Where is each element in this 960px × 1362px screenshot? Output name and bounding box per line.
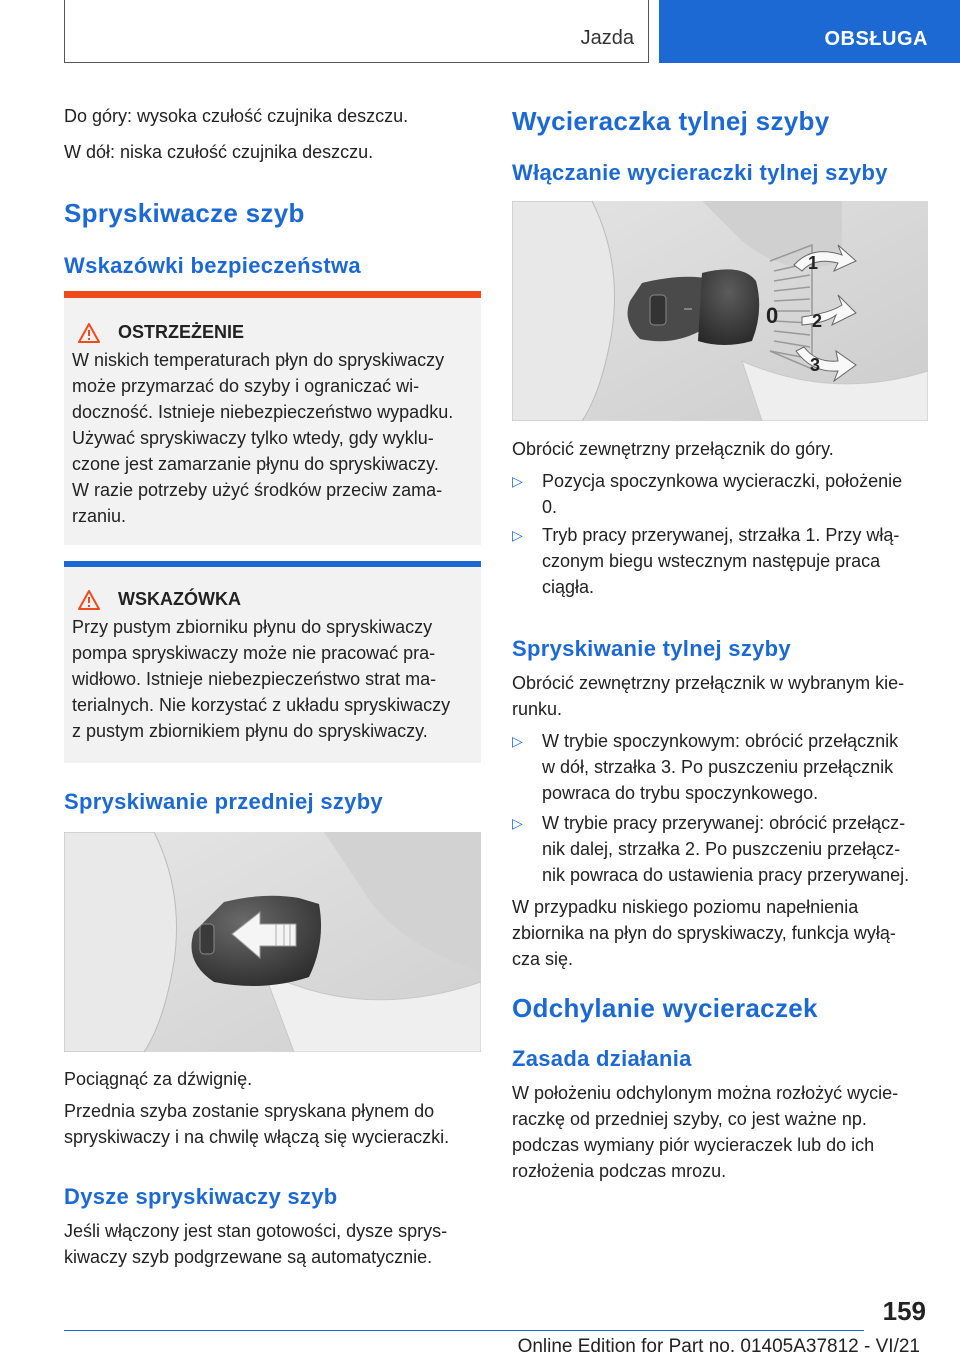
text-niski-line3: cza się. [512, 949, 574, 969]
warning-line: może przymarzać do szyby i ograniczać wi- [72, 376, 420, 396]
warning-line: Używać spryskiwaczy tylko wtedy, gdy wyklu- [72, 428, 434, 448]
heading-odchylanie: Odchylanie wycieraczek [512, 993, 818, 1023]
notice-box [64, 561, 481, 763]
text-obrocic: Obrócić zewnętrzny przełącznik do góry. [512, 439, 834, 459]
text-niski-line1: W przypadku niskiego poziomu napełnienia [512, 897, 859, 917]
list-item [512, 728, 928, 806]
header-section-label: Jazda [580, 27, 634, 49]
heading-wskazowki: Wskazówki bezpieczeństwa [64, 253, 361, 278]
warning-line: czone jest zamarzanie płynu do spryskiwaczy. [72, 454, 439, 474]
notice-text [72, 614, 473, 744]
rear-wiper-image [512, 201, 928, 421]
front-washer-illustration [64, 832, 481, 1052]
notice-line: pompa spryskiwaczy może nie pracować pra- [72, 643, 436, 663]
footer-edition-text: Online Edition for Part no. 01405A37812 - VI/21 [517, 1336, 920, 1357]
arrow-label-2: 2 [812, 311, 823, 331]
front-washer-image [64, 832, 481, 1052]
footer-divider [64, 1330, 864, 1331]
text-zasada-line: podczas wymiany piór wycieraczek lub do ich [512, 1135, 875, 1155]
text-dysze-line1: Jeśli włączony jest stan gotowości, dysze sprys- [64, 1221, 448, 1241]
header-section-box [64, 0, 649, 63]
heading-spryskiwacze: Spryskiwacze szyb [64, 198, 305, 228]
heading-wlaczanie: Włączanie wycieraczki tylnej szyby [512, 160, 888, 185]
warning-triangle-icon [78, 323, 100, 343]
text-zasada-line: rozłożenia podczas mrozu. [512, 1161, 727, 1181]
bullet-line: W trybie spoczynkowym: obrócić przełącznik [542, 731, 899, 751]
text-dysze-line2: kiwaczy szyb podgrzewane są automatycznie. [64, 1247, 433, 1267]
text-przednia-line2: spryskiwaczy i na chwilę włączą się wycieraczki. [64, 1127, 450, 1147]
text-niski-line2: zbiornika na płyn do spryskiwaczy, funkcja wyłą- [512, 923, 896, 943]
notice-line: Przy pustym zbiorniku płynu do spryskiwaczy [72, 617, 433, 637]
arrow-label-3: 3 [810, 355, 821, 375]
warning-line: doczność. Istnieje niebezpieczeństwo wypadku. [72, 402, 454, 422]
heading-dysze: Dysze spryskiwaczy szyb [64, 1184, 338, 1209]
text-rain-sensor-down: W dół: niska czułość czujnika deszczu. [64, 142, 374, 162]
bullet-triangle-icon: ▷ [512, 815, 523, 831]
notice-line: z pustym zbiornikiem płynu do spryskiwaczy. [72, 721, 428, 741]
text-obrocic2-line2: runku. [512, 699, 563, 719]
bullet-line: Pozycja spoczynkowa wycieraczki, położenie [542, 471, 903, 491]
bullet-line: 0. [542, 497, 558, 517]
list-item [512, 468, 928, 520]
notice-line: widłowo. Istnieje niebezpieczeństwo strat ma- [72, 669, 437, 689]
notice-triangle-icon [78, 590, 100, 610]
header-chapter-tab [659, 0, 960, 63]
bullet-triangle-icon: ▷ [512, 527, 523, 543]
warning-title: OSTRZEŻENIE [118, 322, 245, 342]
warning-line: W razie potrzeby użyć środków przeciw zama- [72, 480, 443, 500]
text-obrocic2-line1: Obrócić zewnętrzny przełącznik w wybranym kie- [512, 673, 905, 693]
notice-line: terialnych. Nie korzystać z układu spryskiwaczy [72, 695, 451, 715]
bullet-line: nik dalej, strzałka 2. Po puszczeniu przełącz- [542, 839, 901, 859]
position-label-0: 0 [766, 303, 779, 328]
warning-box [64, 291, 481, 545]
list-item [512, 522, 928, 600]
text-zasada-line: raczkę od przedniej szyby, co jest ważne np. [512, 1109, 867, 1129]
bullet-line: nik powraca do ustawienia pracy przerywanej. [542, 865, 910, 885]
rear-wiper-illustration [512, 201, 928, 421]
bullet-line: powraca do trybu spoczynkowego. [542, 783, 819, 803]
header-chapter-label: OBSŁUGA [824, 28, 928, 50]
heading-zasada: Zasada działania [512, 1046, 692, 1071]
bullet-line: ciągła. [542, 577, 595, 597]
heading-wycieraczka: Wycieraczka tylnej szyby [512, 106, 830, 136]
bullet-triangle-icon: ▷ [512, 733, 523, 749]
bullet-triangle-icon: ▷ [512, 473, 523, 489]
warning-line: W niskich temperaturach płyn do spryskiwaczy [72, 350, 445, 370]
list-item [512, 810, 928, 888]
bullet-line: W trybie pracy przerywanej: obrócić przełącz- [542, 813, 906, 833]
text-pociagnac: Pociągnąć za dźwignię. [64, 1069, 253, 1089]
heading-spryskiwanie-tylnej: Spryskiwanie tylnej szyby [512, 636, 791, 661]
notice-title: WSKAZÓWKA [118, 589, 241, 609]
bullet-line: czonym biegu wstecznym następuje praca [542, 551, 881, 571]
text-zasada-line: W położeniu odchylonym można rozłożyć wycie- [512, 1083, 899, 1103]
bullet-line: Tryb pracy przerywanej, strzałka 1. Przy włą- [542, 525, 900, 545]
warning-line: rzaniu. [72, 506, 127, 526]
text-przednia-line1: Przednia szyba zostanie spryskana płynem do [64, 1101, 435, 1121]
warning-text [72, 347, 473, 529]
arrow-label-1: 1 [808, 253, 819, 273]
heading-przedniej: Spryskiwanie przedniej szyby [64, 789, 383, 814]
bullet-line: w dół, strzałka 3. Po puszczeniu przełącznik [542, 757, 894, 777]
page-number: 159 [882, 1296, 926, 1326]
text-rain-sensor-up: Do góry: wysoka czułość czujnika deszczu. [64, 106, 409, 126]
